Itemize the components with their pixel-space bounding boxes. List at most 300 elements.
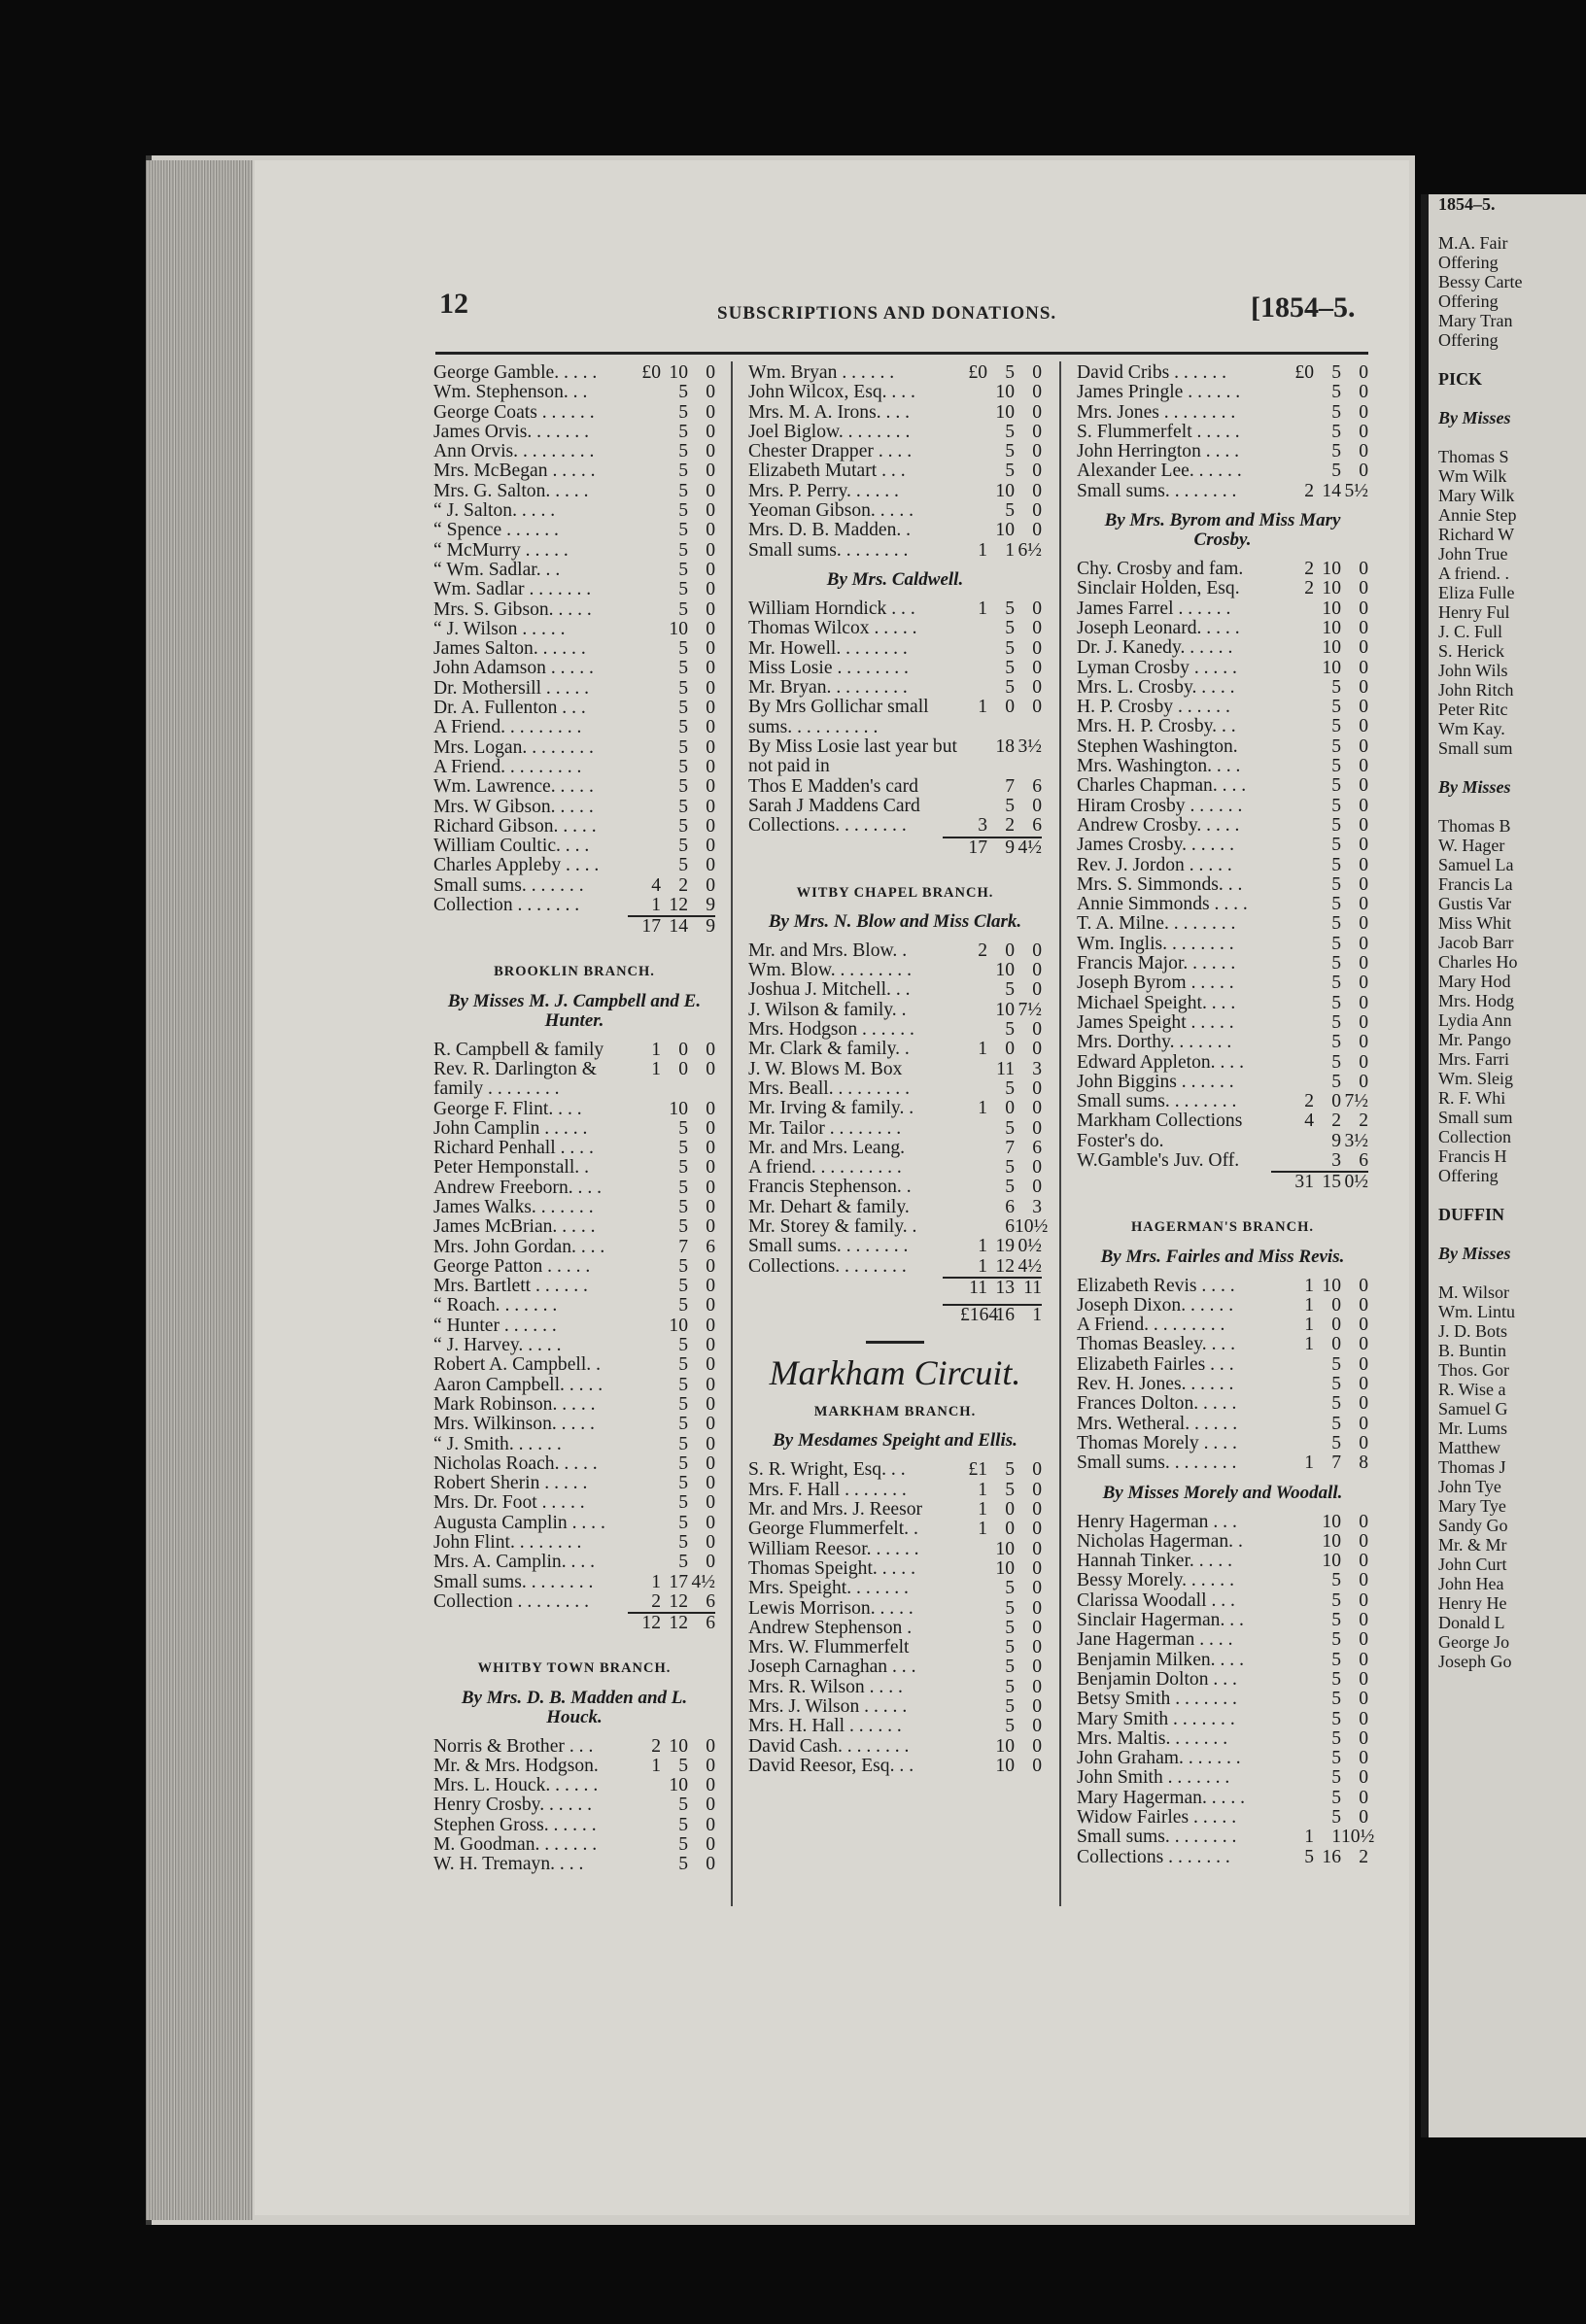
shillings: 5 xyxy=(678,1393,688,1415)
right-page-line: Richard W xyxy=(1438,525,1515,544)
header-rule xyxy=(435,352,1368,355)
shillings: 10 xyxy=(995,1538,1015,1559)
donation-row xyxy=(1077,403,1368,423)
donor-name: Small sums. . . . . . . . xyxy=(1077,480,1237,501)
donation-row xyxy=(1077,1151,1368,1171)
amount xyxy=(1287,1571,1368,1590)
pence: 0 xyxy=(706,815,715,837)
donation-row xyxy=(433,798,715,817)
pence: 0 xyxy=(1359,637,1368,659)
amount xyxy=(1287,442,1368,461)
shillings: 5 xyxy=(678,480,688,501)
pounds xyxy=(1287,599,1314,619)
circuit-title: Markham Circuit. xyxy=(769,1352,1021,1392)
donor-name: David Reesor, Esq. . . xyxy=(748,1755,914,1776)
pounds xyxy=(634,541,661,561)
donor-name: Wm. Bryan . . . . . . xyxy=(748,362,895,383)
shillings: 12 xyxy=(995,1255,1015,1277)
donation-row xyxy=(1077,1827,1375,1848)
donor-name: Thos E Madden's card xyxy=(748,775,918,797)
pounds xyxy=(1287,1532,1314,1552)
pounds xyxy=(960,442,987,461)
shillings: 6 xyxy=(1005,1196,1015,1217)
pounds xyxy=(1287,461,1314,481)
donation-row xyxy=(748,1737,1042,1757)
total-amount xyxy=(634,1614,715,1633)
donation-row xyxy=(1077,1789,1368,1808)
donor-name: Mrs. F. Hall . . . . . . . xyxy=(748,1479,907,1500)
donor-name: Henry Hagerman . . . xyxy=(1077,1511,1237,1532)
donor-name: John Adamson . . . . . xyxy=(433,658,594,679)
donation-row xyxy=(433,639,715,659)
donation-row xyxy=(1077,1316,1368,1335)
pence: 0 xyxy=(1359,953,1368,974)
pounds xyxy=(1287,1690,1314,1709)
donor-name: Mrs. D. B. Madden. . xyxy=(748,520,912,541)
amount xyxy=(1287,974,1368,993)
pence: 0 xyxy=(1359,1767,1368,1789)
pence: 0 xyxy=(1032,401,1042,423)
donor-name: Mr. Storey & family. . xyxy=(748,1215,917,1237)
right-page-line: Charles Ho xyxy=(1438,952,1518,972)
pounds xyxy=(1287,1073,1314,1092)
donor-name: Annie Simmonds . . . . xyxy=(1077,894,1248,915)
right-page-line: Small sum xyxy=(1438,738,1513,758)
donor-name: Andrew Freeborn. . . . xyxy=(433,1177,603,1198)
amount xyxy=(634,423,715,442)
pence: 0 xyxy=(1032,1157,1042,1179)
right-page-line: Thomas J xyxy=(1438,1457,1506,1477)
shillings: 10 xyxy=(1322,559,1341,580)
pence: 0 xyxy=(1032,637,1042,659)
pence: 0 xyxy=(1032,1578,1042,1599)
shillings: 5 xyxy=(678,1834,688,1855)
shillings: 10 xyxy=(995,999,1015,1020)
donation-row xyxy=(1077,659,1368,678)
shillings: 5 xyxy=(1005,1157,1015,1179)
amount xyxy=(1287,1316,1368,1335)
amount xyxy=(1287,1151,1368,1171)
amount xyxy=(634,580,715,599)
branch-heading: WITBY CHAPEL BRANCH. xyxy=(796,884,994,901)
amount xyxy=(1287,1092,1368,1111)
right-page-line: B. Buntin xyxy=(1438,1341,1507,1360)
pounds xyxy=(1287,895,1314,914)
shillings: 5 xyxy=(1331,992,1341,1013)
donor-name: Mrs. P. Perry. . . . . . xyxy=(748,480,899,501)
donation-row xyxy=(1077,1277,1368,1296)
donation-row xyxy=(1077,1848,1368,1867)
shillings: 5 xyxy=(678,1492,688,1514)
shillings: 5 xyxy=(1331,1748,1341,1769)
donor-name: Norris & Brother . . . xyxy=(433,1735,594,1757)
donation-row xyxy=(1077,1111,1368,1131)
donor-name: Benjamin Milken. . . . xyxy=(1077,1649,1244,1670)
pence: 0 xyxy=(1032,1039,1042,1060)
pounds xyxy=(960,737,987,757)
pounds xyxy=(960,482,987,501)
pence: 0 xyxy=(1359,1689,1368,1710)
pence: 0 xyxy=(1032,657,1042,678)
shillings: 5 xyxy=(1005,1657,1015,1678)
pounds xyxy=(1287,403,1314,423)
shillings: 2 xyxy=(1005,815,1015,837)
donor-name: “ Spence . . . . . . xyxy=(433,520,559,541)
right-page-line: Sandy Go xyxy=(1438,1516,1508,1535)
donation-row xyxy=(748,1697,1042,1717)
spacer xyxy=(1429,1224,1586,1244)
shillings: 0 xyxy=(1331,1315,1341,1336)
right-page-line: W. Hager xyxy=(1438,836,1505,855)
pence: 0 xyxy=(1359,1432,1368,1453)
column-divider xyxy=(1059,361,1061,1906)
right-page-line: By Misses xyxy=(1438,1244,1511,1263)
pounds xyxy=(634,1474,661,1493)
pence: 6 xyxy=(1032,775,1042,797)
shillings: 5 xyxy=(1331,461,1341,482)
shillings: 0 xyxy=(1005,1519,1015,1540)
pounds: 2 xyxy=(1304,559,1314,580)
donor-name: Nicholas Hagerman. . xyxy=(1077,1530,1243,1552)
donor-name: Andrew Crosby. . . . . xyxy=(1077,814,1240,836)
pounds xyxy=(1287,1151,1314,1171)
pounds: 11 xyxy=(969,1277,987,1298)
pounds xyxy=(634,1835,661,1855)
donor-name: T. A. Milne. . . . . . . . xyxy=(1077,913,1236,935)
shillings: 5 xyxy=(1005,421,1015,442)
pence: 0 xyxy=(706,1492,715,1514)
amount xyxy=(960,737,1042,757)
donation-row xyxy=(1077,619,1368,638)
right-page-line: Francis La xyxy=(1438,874,1513,894)
pounds xyxy=(960,678,987,698)
shillings: 16 xyxy=(995,1304,1015,1325)
pounds xyxy=(1287,1611,1314,1630)
donation-row xyxy=(748,678,1042,698)
pence: 0 xyxy=(706,1177,715,1198)
pence: 0 xyxy=(706,1216,715,1238)
donation-row xyxy=(1077,1375,1368,1394)
pounds xyxy=(634,1776,661,1795)
right-page-line: J. C. Full xyxy=(1438,622,1503,641)
pence: 0 xyxy=(706,1755,715,1776)
amount xyxy=(960,1099,1042,1118)
pounds xyxy=(960,1020,987,1040)
right-page-line: John Hea xyxy=(1438,1574,1504,1593)
running-head: SUBSCRIPTIONS AND DONATIONS. xyxy=(717,303,1057,324)
pence: 0 xyxy=(1032,677,1042,699)
donor-name: Elizabeth Revis . . . . xyxy=(1077,1275,1235,1296)
donation-row xyxy=(1077,1571,1368,1590)
donor-name: Mrs. H. Hall . . . . . . xyxy=(748,1716,902,1737)
pounds xyxy=(1287,974,1314,993)
pence: 0 xyxy=(1032,382,1042,403)
pounds xyxy=(634,718,661,737)
donor-name: Bessy Morely. . . . . . xyxy=(1077,1570,1235,1591)
donation-row xyxy=(748,1559,1042,1579)
amount xyxy=(634,1415,715,1434)
donation-row xyxy=(1077,935,1368,954)
donation-row xyxy=(433,837,715,856)
pounds xyxy=(960,1579,987,1598)
donor-name: James Crosby. . . . . . xyxy=(1077,835,1235,856)
donor-name: George Patton . . . . . xyxy=(433,1255,591,1277)
donor-name: “ Wm. Sadlar. . . xyxy=(433,559,561,580)
shillings: 10 xyxy=(995,1735,1015,1757)
pounds xyxy=(960,1001,987,1020)
amount xyxy=(1287,403,1368,423)
pence: 0 xyxy=(1359,578,1368,599)
amount xyxy=(634,1100,715,1119)
pounds xyxy=(1287,776,1314,796)
donor-name: Mr. Tailor . . . . . . . . xyxy=(748,1117,902,1139)
amount xyxy=(960,482,1042,501)
shillings: 5 xyxy=(1331,973,1341,994)
donation-row xyxy=(748,461,1042,481)
donation-row xyxy=(433,1553,715,1572)
amount xyxy=(1287,1132,1368,1151)
donor-name: Collection . . . . . . . xyxy=(433,895,580,916)
donation-row xyxy=(748,482,1042,501)
donation-row xyxy=(433,1376,715,1395)
donation-row xyxy=(1077,461,1368,481)
shillings: 10 xyxy=(669,1735,688,1757)
donation-row xyxy=(433,1474,715,1493)
right-page-line: Samuel G xyxy=(1438,1399,1508,1418)
amount xyxy=(1287,954,1368,974)
right-page-line: Joseph Go xyxy=(1438,1652,1512,1671)
amount xyxy=(1287,1013,1368,1033)
pence: 0 xyxy=(1359,814,1368,836)
spacer xyxy=(1429,214,1586,233)
pounds: 1 xyxy=(978,1098,987,1119)
amount xyxy=(634,561,715,580)
donation-row xyxy=(748,521,1042,540)
pounds: £0 xyxy=(641,362,661,383)
pence: 0 xyxy=(706,520,715,541)
donor-name: A friend. . . . . . . . . . xyxy=(748,1157,902,1179)
donor-name: Thomas Wilcox . . . . . xyxy=(748,618,917,639)
donor-name: William Reesor. . . . . . xyxy=(748,1538,919,1559)
pence: 0 xyxy=(706,401,715,423)
shillings: 1 xyxy=(1331,1827,1341,1848)
shillings: 5 xyxy=(678,1473,688,1494)
shillings: 5 xyxy=(1005,637,1015,659)
donation-row xyxy=(748,541,1042,561)
donor-name: John Biggins . . . . . . xyxy=(1077,1071,1234,1092)
pounds xyxy=(1287,836,1314,855)
right-page-line: John Curt xyxy=(1438,1555,1507,1574)
pence: 0 xyxy=(1359,756,1368,777)
amount xyxy=(960,659,1042,678)
pence: 0 xyxy=(1032,960,1042,981)
amount xyxy=(1287,363,1368,383)
pence: 11 xyxy=(1023,1277,1042,1298)
donation-row xyxy=(433,896,715,915)
donor-name: “ J. Wilson . . . . . xyxy=(433,618,566,639)
pence: 0 xyxy=(706,618,715,639)
pence: 0 xyxy=(1359,873,1368,895)
pence: 0 xyxy=(706,1794,715,1816)
pence: 4½ xyxy=(691,1571,715,1592)
right-page-line: Offering xyxy=(1438,1166,1499,1185)
pounds: 1 xyxy=(1304,1334,1314,1355)
donor-name: Ann Orvis. . . . . . . . . xyxy=(433,441,595,462)
donation-row xyxy=(1077,1073,1368,1092)
pounds xyxy=(1287,1415,1314,1434)
pounds xyxy=(634,600,661,620)
pence: 0 xyxy=(1032,1077,1042,1099)
shillings: 5 xyxy=(1331,716,1341,737)
shillings: 5 xyxy=(678,382,688,403)
right-page-line: George Jo xyxy=(1438,1632,1510,1652)
donation-row xyxy=(433,1795,715,1815)
pence: 0 xyxy=(1359,1551,1368,1572)
donor-name: Sinclair Holden, Esq. xyxy=(1077,578,1240,599)
donor-name: Elizabeth Mutart . . . xyxy=(748,461,906,482)
pence: 0 xyxy=(1032,1459,1042,1481)
pounds: 1 xyxy=(978,1479,987,1500)
right-page-line: Henry He xyxy=(1438,1593,1507,1613)
pounds xyxy=(1287,1630,1314,1650)
pence: 6½ xyxy=(1017,539,1042,561)
amount xyxy=(1287,856,1368,875)
donor-name: John Wilcox, Esq. . . . xyxy=(748,382,915,403)
collectors-line: By Mrs. N. Blow and Miss Clark. xyxy=(768,910,1022,932)
donation-row xyxy=(433,482,715,501)
donation-row xyxy=(1077,797,1368,816)
collectors-line: By Mrs. Byrom and Miss Mary Crosby. xyxy=(1104,510,1341,551)
donation-row xyxy=(748,737,1042,777)
shillings: 5 xyxy=(1331,441,1341,462)
pounds: 1 xyxy=(978,1519,987,1540)
shillings: 5 xyxy=(1331,1011,1341,1033)
shillings: 5 xyxy=(1331,775,1341,797)
donation-row xyxy=(433,1336,715,1355)
pounds: £164 xyxy=(960,1304,999,1325)
pounds xyxy=(634,1795,661,1815)
right-page-line: Bessy Carte xyxy=(1438,272,1523,291)
shillings: 5 xyxy=(678,520,688,541)
pounds: 1 xyxy=(978,598,987,619)
pence: 0 xyxy=(706,1775,715,1796)
pounds: 4 xyxy=(1304,1111,1314,1132)
donation-row xyxy=(1077,1296,1368,1316)
donation-row xyxy=(433,1296,715,1316)
pounds xyxy=(1287,797,1314,816)
donor-name: Mrs. Beall. . . . . . . . . xyxy=(748,1077,910,1099)
spacer xyxy=(1429,1185,1586,1205)
shillings: 5 xyxy=(1331,1570,1341,1591)
pounds xyxy=(1287,717,1314,736)
donor-name: Mr. and Mrs. J. Reesor xyxy=(748,1499,923,1521)
pounds: 1 xyxy=(651,1571,661,1592)
amount xyxy=(634,482,715,501)
donation-row xyxy=(748,1678,1042,1697)
shillings: 7 xyxy=(1331,1452,1341,1474)
donation-row xyxy=(748,1001,1042,1020)
right-page-line: Mary Wilk xyxy=(1438,486,1515,505)
amount xyxy=(960,1215,1049,1237)
amount xyxy=(960,363,1042,383)
pounds xyxy=(634,1198,661,1217)
pounds: 1 xyxy=(651,1755,661,1776)
donor-name: Mr. Howell. . . . . . . . xyxy=(748,637,908,659)
shillings: 5 xyxy=(1331,362,1341,383)
pounds xyxy=(960,521,987,540)
pounds: £0 xyxy=(968,362,987,383)
donor-name: Robert Sherin . . . . . xyxy=(433,1473,588,1494)
shillings: 10 xyxy=(669,1775,688,1796)
shillings: 2 xyxy=(1331,1111,1341,1132)
pounds: 1 xyxy=(1304,1452,1314,1474)
amount xyxy=(960,1460,1042,1480)
pence: 4½ xyxy=(1017,1255,1042,1277)
pence: 0 xyxy=(706,1315,715,1336)
shillings: 5 xyxy=(1331,873,1341,895)
shillings: 5 xyxy=(678,421,688,442)
shillings: 5 xyxy=(1005,1637,1015,1658)
donor-name: Mrs. Logan. . . . . . . . xyxy=(433,736,594,758)
right-page-line: Wm. Lintu xyxy=(1438,1302,1515,1321)
shillings: 5 xyxy=(1331,1432,1341,1453)
page-number: 12 xyxy=(439,288,468,320)
shillings: 5 xyxy=(678,579,688,600)
amount xyxy=(1287,461,1368,481)
amount xyxy=(634,1533,715,1553)
shillings: 5 xyxy=(1331,1649,1341,1670)
donation-row xyxy=(433,423,715,442)
shillings: 10 xyxy=(995,1755,1015,1776)
amount xyxy=(960,1520,1042,1539)
pounds xyxy=(634,580,661,599)
collectors-line: By Mesdames Speight and Ellis. xyxy=(773,1430,1017,1452)
amount xyxy=(634,1119,715,1139)
pounds xyxy=(960,1139,987,1158)
donation-row xyxy=(1077,1355,1368,1375)
pence: 0 xyxy=(1032,1735,1042,1757)
shillings: 5 xyxy=(1331,953,1341,974)
amount xyxy=(1287,875,1368,895)
shillings: 5 xyxy=(1331,382,1341,403)
donor-name: “ J. Smith. . . . . . xyxy=(433,1433,562,1454)
pence: 0 xyxy=(1032,940,1042,961)
shillings: 7 xyxy=(1005,1137,1015,1158)
donor-name: Mrs. L. Crosby. . . . . xyxy=(1077,676,1235,698)
pence: 0 xyxy=(1359,1071,1368,1092)
donor-name: Betsy Smith . . . . . . . xyxy=(1077,1689,1237,1710)
pence: 0 xyxy=(1032,362,1042,383)
pence: 0 xyxy=(1359,1374,1368,1395)
amount xyxy=(1287,482,1368,501)
pence: 0 xyxy=(706,638,715,660)
right-page-line: Mrs. Farri xyxy=(1438,1049,1509,1069)
shillings: 5 xyxy=(678,717,688,738)
amount xyxy=(1287,1394,1368,1414)
donor-name: Henry Crosby. . . . . . xyxy=(433,1794,593,1816)
right-page-line: Lydia Ann xyxy=(1438,1010,1512,1030)
shillings: 16 xyxy=(1322,1846,1341,1867)
donor-name: A Friend. . . . . . . . . xyxy=(433,717,582,738)
pence: 0 xyxy=(1359,933,1368,954)
shillings: 5 xyxy=(1331,735,1341,757)
pounds xyxy=(634,1435,661,1454)
donation-row xyxy=(1077,599,1368,619)
spacer xyxy=(1429,797,1586,816)
donation-row xyxy=(433,1179,715,1198)
collectors-line: By Mrs. Fairles and Miss Revis. xyxy=(1100,1246,1345,1267)
shillings: 5 xyxy=(678,736,688,758)
